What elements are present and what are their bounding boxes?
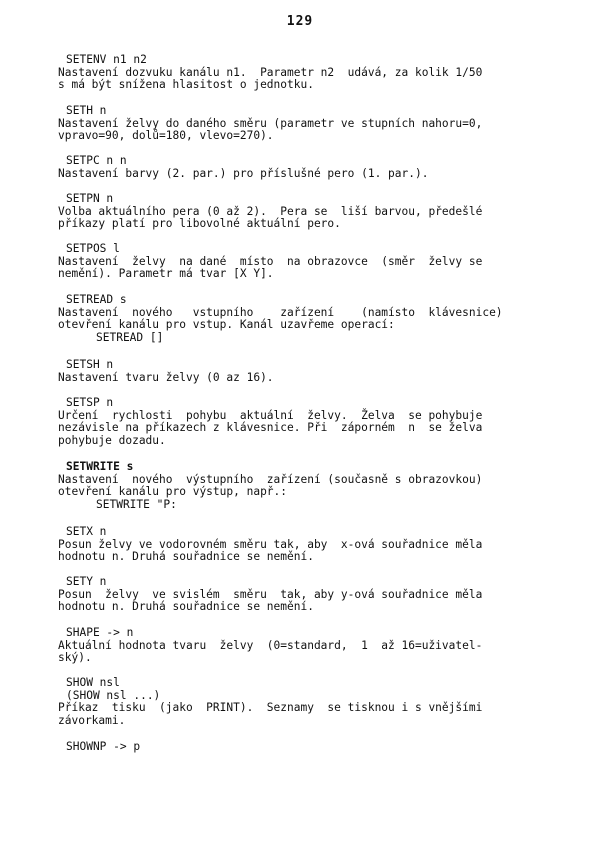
command-syntax: SETH n [66, 104, 107, 117]
command-syntax: SETSP n [66, 396, 114, 409]
command-syntax: SETX n [66, 525, 107, 538]
command-description: Nastavení želvy na dané místo na obrazovce (směr želvy se nemění). Parametr má tvar [X Y]. [58, 254, 483, 281]
entry-sety [58, 576, 482, 614]
command-syntax: SETPOS l [66, 242, 120, 255]
entry-setpc [58, 155, 428, 180]
command-description: Příkaz tisku (jako PRINT). Seznamy se tisknou i s vnějšími závorkami. [58, 701, 483, 727]
command-description: Nastavení nového výstupního zařízení (současně s obrazovkou) otevření kanálu pro výstup, např.: [58, 472, 483, 499]
command-description: Posun želvy ve vodorovném směru tak, aby x-ová souřadnice měla hodnotu n. Druhá souřadnice se nemění. [58, 537, 483, 564]
entry-setread [58, 294, 503, 344]
command-description: Nastavení tvaru želvy (0 az 16). [58, 370, 274, 384]
command-syntax: SETPN n [66, 192, 114, 205]
page-number: 129 [286, 14, 314, 29]
command-description: Nastavení barvy (2. par.) pro příslušné pero (1. par.). [58, 166, 429, 180]
command-syntax: SETPC n n [66, 154, 127, 167]
command-description: Volba aktuálního pera (0 až 2). Pera se liší barvou, předešlé příkazy platí pro libovolné aktuální pero. [58, 204, 483, 231]
command-description: Nastavení nového vstupního zařízení (namísto klávesnice) otevření kanálu pro vstup. Kanál uzavřeme operací: [58, 305, 503, 332]
entry-show [58, 677, 482, 727]
command-syntax: SETWRITE s [66, 460, 134, 473]
command-syntax: SETSH n [66, 358, 114, 371]
entry-setsh [58, 359, 274, 384]
entry-seth [58, 105, 482, 143]
entry-shownp [58, 741, 140, 754]
command-syntax: SHOWNP -> p [66, 740, 141, 753]
entry-setpos [58, 243, 482, 281]
command-description: Nastavení želvy do daného směru (parametr ve stupních nahoru=0, vpravo=90, dolů=180, vlevo=270). [58, 116, 483, 143]
command-description: Nastavení dozvuku kanálu n1. Parametr n2 udává, za kolik 1/50 s má být snížena hlasitost o jednotku. [58, 65, 483, 92]
command-description: Posun želvy ve svislém směru tak, aby y-ová souřadnice měla hodnotu n. Druhá souřadnice se nemění. [58, 587, 483, 614]
command-syntax: SETY n [66, 575, 107, 588]
command-description: Aktuální hodnota tvaru želvy (0=standard, 1 až 16=uživatel- ský). [58, 638, 483, 665]
entry-setx [58, 526, 482, 564]
entry-setwrite [58, 461, 482, 511]
command-syntax: SETREAD s [66, 293, 127, 306]
code-example: SETWRITE "P: [96, 497, 177, 511]
command-syntax: SHAPE -> n [66, 626, 134, 639]
code-example: SETREAD [] [96, 330, 164, 344]
entry-setsp [58, 397, 482, 447]
entry-setenv [58, 54, 482, 92]
entry-shape [58, 627, 482, 665]
command-description: Určení rychlosti pohybu aktuální želvy. Želva se pohybuje nezávisle na příkazech z klávesnice. Při záporném n se želva pohybuje dozadu. [58, 408, 483, 447]
entry-setpn [58, 193, 482, 231]
command-syntax: SETENV n1 n2 [66, 53, 147, 66]
command-syntax: SHOW nsl (SHOW nsl ...) [66, 676, 161, 702]
